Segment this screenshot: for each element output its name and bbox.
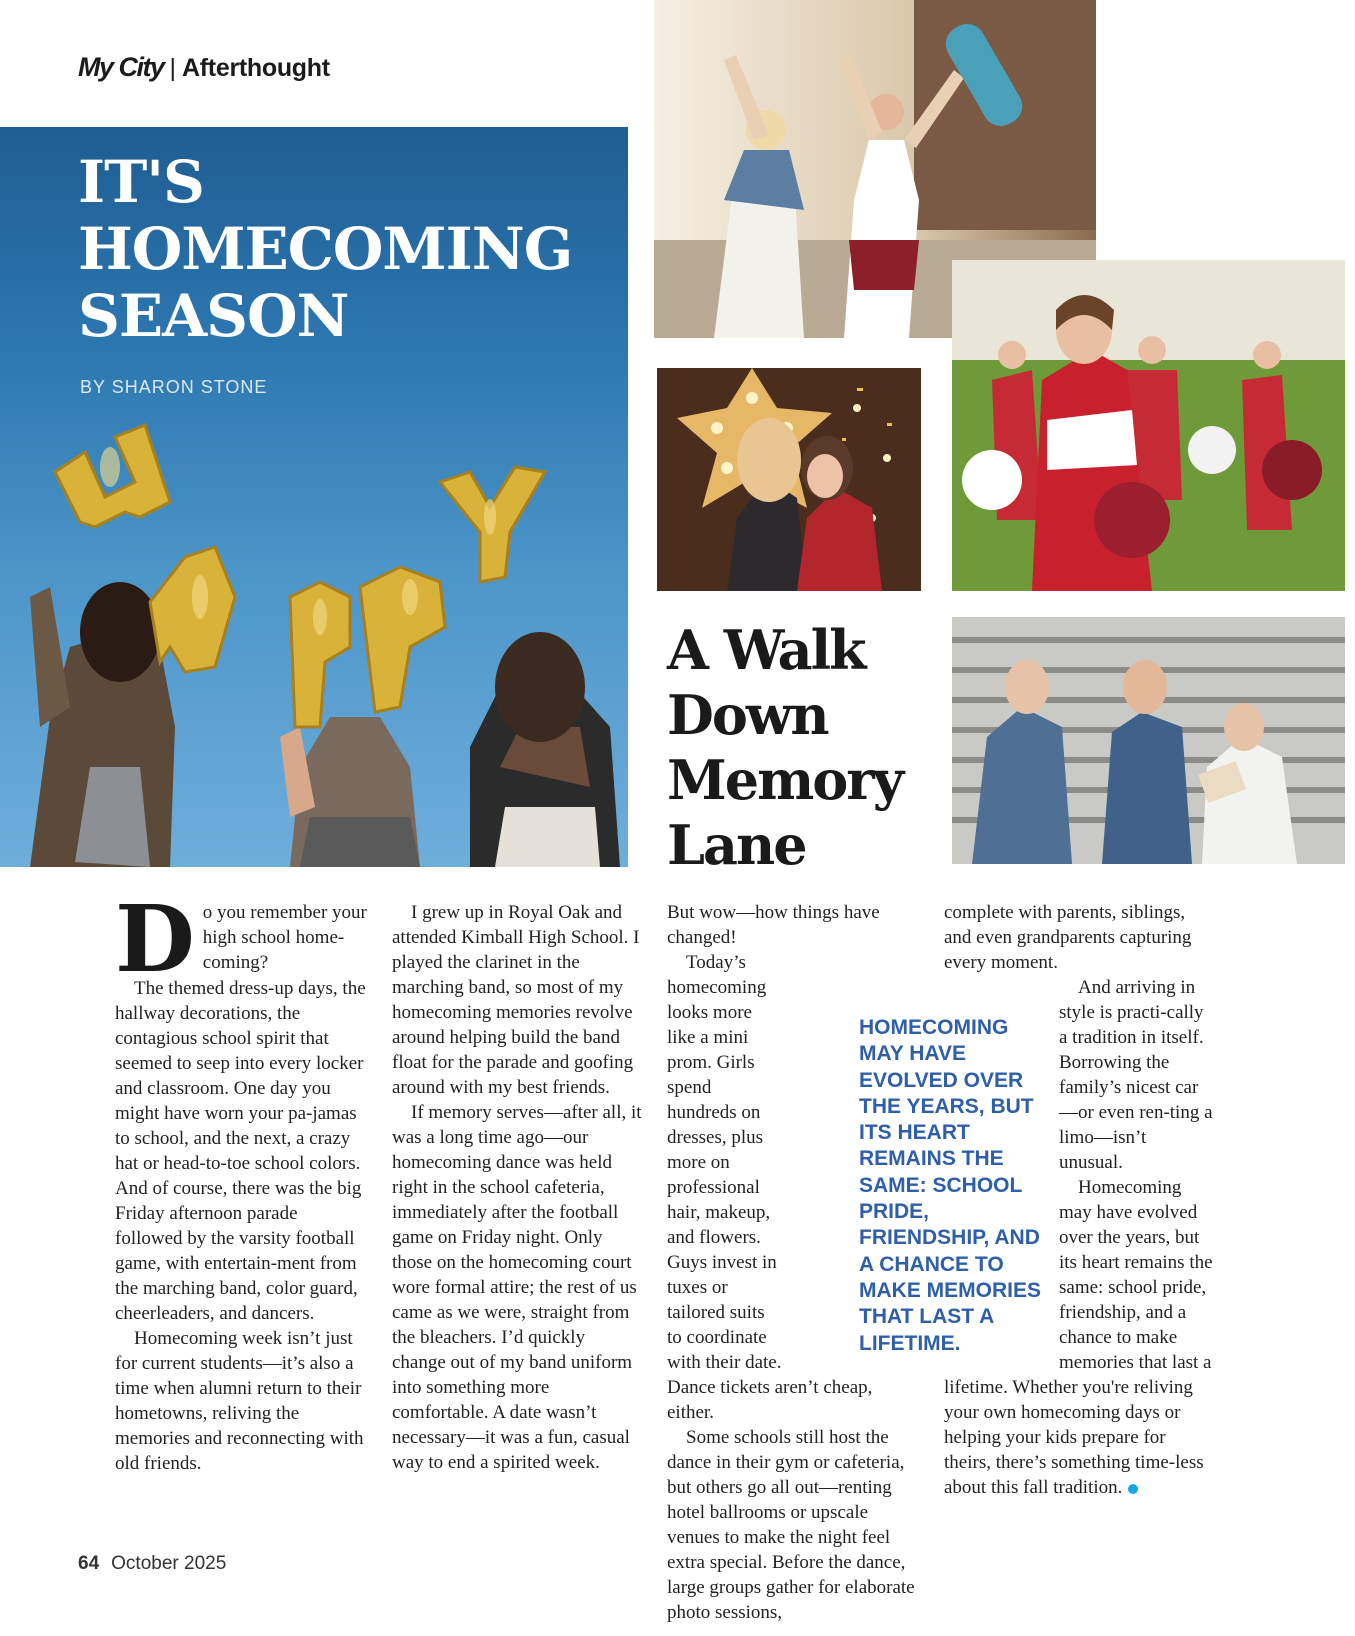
brand-logo: My City	[78, 52, 164, 82]
hero-title-line-3: SEASON	[78, 282, 349, 350]
headline-line-1: A Walk	[667, 618, 865, 682]
masthead	[78, 52, 330, 83]
paragraph: Some schools still host the dance in their gym or cafeteria, but others go all out—renting hotel ballrooms or upscale venues to make the night feel extra special. Before the dance, large groups gather for elaborate photo sessions,	[667, 1427, 915, 1623]
photo-friends-hugging	[657, 368, 921, 591]
page-number: 64	[78, 1553, 100, 1574]
paragraph-text: Homecoming may have evolved over the years, but its heart remains the same: school pride, friendship, and a chance to make memories that last a lifetime. Whether you're reliving your own homecoming days or helping your kids prepare for theirs, there’s something time-less about this fall tradition.	[944, 1177, 1213, 1498]
paragraph: I grew up in Royal Oak and attended Kimball High School. I played the clarinet in the marching band, so most of my homecoming memories revolve around helping build the band float for the parade and goofing around with my best friends.	[392, 902, 640, 1098]
hero-photo	[0, 127, 628, 867]
paragraph: complete with parents, siblings, and even grandparents capturing every moment.	[944, 902, 1192, 973]
paragraph: If memory serves—after all, it was a long time ago—our homecoming dance was held right in the school cafeteria, immediately after the football game on Friday night. Only those on the homecoming court wore formal attire; the rest of us came as we were, straight from the bleachers. I’d quickly change out of my band uniform into something more comfortable. A date wasn’t necessary—it was a fun, casual way to end a spirited week.	[392, 1102, 642, 1473]
photo-cheerleaders	[952, 260, 1345, 591]
hero-title-line-1: IT'S	[78, 148, 204, 216]
headline-line-4: Lane	[667, 813, 806, 877]
paragraph	[115, 885, 367, 993]
byline: BY SHARON STONE	[80, 377, 268, 397]
issue-date: October 2025	[111, 1553, 227, 1574]
headline-line-2: Down	[667, 683, 828, 747]
headline-line-3: Memory	[667, 748, 903, 812]
paragraph-text: o you remember your high school home-coming?	[202, 902, 367, 973]
page-footer	[78, 1553, 226, 1575]
section-headline	[667, 618, 902, 878]
section-name: Afterthought	[182, 54, 330, 82]
article-column-2	[392, 900, 642, 1475]
hero-title	[78, 149, 572, 350]
paragraph: But wow—how things have changed!	[667, 902, 880, 948]
pull-quote: HOMECOMING MAY HAVE EVOLVED OVER THE YEARS, BUT ITS HEART REMAINS THE SAME: SCHOOL PRIDE, FRIENDSHIP, AND A CHANCE TO MAKE MEMORIES THAT LAST A LIFETIME.	[859, 1016, 1042, 1355]
person-right	[470, 632, 620, 867]
article-column-1	[115, 885, 367, 1476]
person-center	[280, 717, 420, 867]
paragraph: Today’s homecoming looks more like a mini prom. Girls spend hundreds on dresses, plus more on professional hair, makeup, and flowers. Guys invest in tuxes or tailored suits to coordinate with their date. Dance tickets aren’t cheap, either.	[667, 952, 873, 1423]
paragraph: Homecoming week isn’t just for current students—it’s also a time when alumni return to their hometowns, reliving the memories and reconnecting with old friends.	[115, 1328, 364, 1474]
hero-title-line-2: HOMECOMING	[78, 215, 573, 283]
drop-cap: D	[115, 885, 195, 993]
header-separator: |	[169, 54, 177, 82]
paragraph: The themed dress-up days, the hallway decorations, the contagious school spirit that seemed to seep into every locker and classroom. One day you might have worn your pa-jamas to school, and the next, a crazy hat or head-to-toe school colors. And of course, there was the big Friday afternoon parade followed by the varsity football game, with entertain-ment from the marching band, color guard, cheerleaders, and dancers.	[115, 978, 366, 1324]
photo-friends-bleachers	[952, 617, 1345, 864]
paragraph: And arriving in style is practi-cally a tradition in itself. Borrowing the family’s nicest car—or even ren-ting a limo—isn’t unusual.	[1059, 977, 1213, 1173]
end-mark-icon	[1128, 1484, 1138, 1494]
